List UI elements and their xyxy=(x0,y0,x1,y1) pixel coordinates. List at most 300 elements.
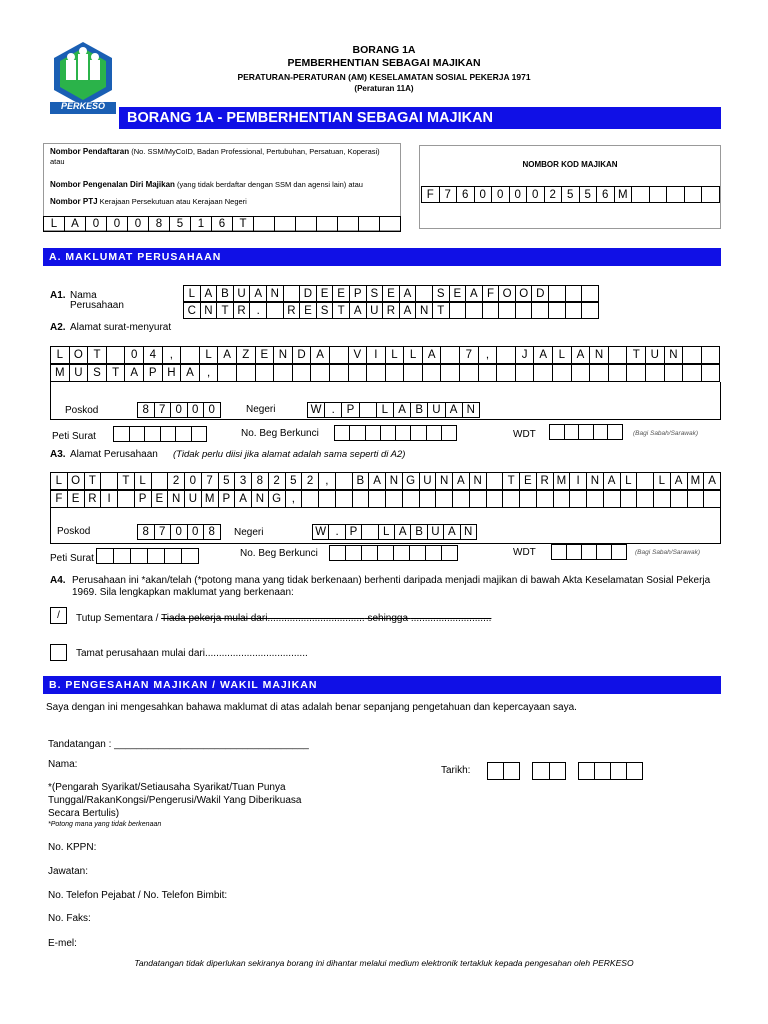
char-cell[interactable]: L xyxy=(200,346,219,364)
char-cell[interactable] xyxy=(637,490,654,508)
char-cell[interactable] xyxy=(192,426,208,442)
char-cell[interactable]: , xyxy=(479,346,498,364)
char-cell[interactable] xyxy=(627,364,646,382)
char-cell[interactable]: N xyxy=(386,472,403,490)
business-address-line2[interactable] xyxy=(50,490,721,508)
char-cell[interactable]: 2 xyxy=(269,472,286,490)
char-cell[interactable] xyxy=(450,302,467,319)
char-cell[interactable] xyxy=(426,545,442,561)
char-cell[interactable] xyxy=(632,186,650,203)
char-cell[interactable]: 0 xyxy=(188,524,205,540)
char-cell[interactable]: D xyxy=(293,346,312,364)
char-cell[interactable] xyxy=(487,472,504,490)
char-cell[interactable] xyxy=(497,346,516,364)
char-cell[interactable] xyxy=(97,548,114,564)
char-cell[interactable]: L xyxy=(184,285,201,302)
char-cell[interactable] xyxy=(552,544,567,560)
char-cell[interactable] xyxy=(148,548,165,564)
char-cell[interactable]: E xyxy=(383,285,400,302)
char-cell[interactable]: . xyxy=(325,402,342,418)
char-cell[interactable]: 2 xyxy=(302,472,319,490)
char-cell[interactable]: N xyxy=(252,490,269,508)
char-cell[interactable] xyxy=(107,346,126,364)
char-cell[interactable]: A xyxy=(350,302,367,319)
char-cell[interactable]: 7 xyxy=(440,186,458,203)
char-cell[interactable] xyxy=(349,364,368,382)
char-cell[interactable] xyxy=(367,364,386,382)
char-cell[interactable] xyxy=(403,490,420,508)
char-cell[interactable]: S xyxy=(317,302,334,319)
char-cell[interactable]: , xyxy=(163,346,182,364)
mailing-address-line2[interactable] xyxy=(50,364,720,382)
char-cell[interactable]: N xyxy=(416,302,433,319)
date-year-grid[interactable] xyxy=(578,762,643,780)
char-cell[interactable]: A xyxy=(201,285,218,302)
char-cell[interactable]: L xyxy=(386,346,405,364)
char-cell[interactable] xyxy=(436,490,453,508)
char-cell[interactable] xyxy=(441,346,460,364)
char-cell[interactable]: A xyxy=(444,524,460,540)
char-cell[interactable]: R xyxy=(383,302,400,319)
char-cell[interactable]: , xyxy=(319,472,336,490)
char-cell[interactable] xyxy=(359,216,380,232)
char-cell[interactable] xyxy=(497,364,516,382)
char-cell[interactable] xyxy=(466,302,483,319)
char-cell[interactable]: 4 xyxy=(144,346,163,364)
char-cell[interactable] xyxy=(114,426,130,442)
char-cell[interactable] xyxy=(567,544,582,560)
char-cell[interactable] xyxy=(594,424,609,440)
char-cell[interactable] xyxy=(604,490,621,508)
char-cell[interactable] xyxy=(609,346,628,364)
char-cell[interactable]: O xyxy=(70,346,89,364)
char-cell[interactable] xyxy=(685,186,703,203)
char-cell[interactable] xyxy=(554,490,571,508)
char-cell[interactable] xyxy=(516,302,533,319)
char-cell[interactable] xyxy=(381,425,396,441)
char-cell[interactable]: N xyxy=(463,402,480,418)
date-month-grid[interactable] xyxy=(532,762,566,780)
peti-surat-grid-1[interactable] xyxy=(113,426,207,442)
char-cell[interactable]: E xyxy=(152,490,169,508)
char-cell[interactable]: 0 xyxy=(86,216,107,232)
char-cell[interactable] xyxy=(302,490,319,508)
char-cell[interactable] xyxy=(182,548,199,564)
char-cell[interactable] xyxy=(131,548,148,564)
char-cell[interactable]: 1 xyxy=(191,216,212,232)
char-cell[interactable]: B xyxy=(411,524,427,540)
company-name-line1[interactable] xyxy=(183,285,599,302)
char-cell[interactable] xyxy=(176,426,192,442)
checkbox-tutup-sementara[interactable]: / xyxy=(50,607,67,624)
char-cell[interactable] xyxy=(582,285,599,302)
char-cell[interactable] xyxy=(627,762,643,780)
char-cell[interactable] xyxy=(608,424,623,440)
char-cell[interactable]: E xyxy=(300,302,317,319)
char-cell[interactable]: E xyxy=(450,285,467,302)
char-cell[interactable]: 0 xyxy=(125,346,144,364)
char-cell[interactable] xyxy=(330,346,349,364)
char-cell[interactable]: M xyxy=(688,472,705,490)
char-cell[interactable] xyxy=(161,426,177,442)
char-cell[interactable]: N xyxy=(590,346,609,364)
char-cell[interactable]: O xyxy=(516,285,533,302)
char-cell[interactable]: N xyxy=(168,490,185,508)
char-cell[interactable]: A xyxy=(572,346,591,364)
char-cell[interactable]: L xyxy=(553,346,572,364)
poskod-grid-2[interactable] xyxy=(137,524,221,540)
char-cell[interactable]: L xyxy=(377,402,394,418)
char-cell[interactable]: 0 xyxy=(510,186,528,203)
char-cell[interactable] xyxy=(683,364,702,382)
char-cell[interactable] xyxy=(671,490,688,508)
negeri-grid-2[interactable] xyxy=(312,524,477,540)
char-cell[interactable] xyxy=(423,364,442,382)
char-cell[interactable]: N xyxy=(267,285,284,302)
char-cell[interactable]: P xyxy=(135,490,152,508)
char-cell[interactable]: G xyxy=(269,490,286,508)
char-cell[interactable] xyxy=(411,425,426,441)
char-cell[interactable] xyxy=(317,216,338,232)
char-cell[interactable] xyxy=(654,490,671,508)
employer-code-grid[interactable] xyxy=(421,186,720,203)
char-cell[interactable]: N xyxy=(274,346,293,364)
char-cell[interactable] xyxy=(353,490,370,508)
char-cell[interactable]: 0 xyxy=(128,216,149,232)
char-cell[interactable]: . xyxy=(250,302,267,319)
signature-line[interactable]: Tandatangan : ___________________________________ xyxy=(48,739,309,750)
char-cell[interactable] xyxy=(366,425,381,441)
char-cell[interactable]: A xyxy=(604,472,621,490)
char-cell[interactable]: A xyxy=(250,285,267,302)
char-cell[interactable] xyxy=(360,402,377,418)
char-cell[interactable]: L xyxy=(379,524,395,540)
char-cell[interactable]: 7 xyxy=(155,524,172,540)
char-cell[interactable] xyxy=(218,364,237,382)
char-cell[interactable]: A xyxy=(466,285,483,302)
char-cell[interactable] xyxy=(336,472,353,490)
char-cell[interactable] xyxy=(335,425,350,441)
char-cell[interactable] xyxy=(420,490,437,508)
char-cell[interactable] xyxy=(550,762,567,780)
char-cell[interactable]: V xyxy=(349,346,368,364)
char-cell[interactable]: W xyxy=(308,402,325,418)
char-cell[interactable] xyxy=(537,490,554,508)
char-cell[interactable]: E xyxy=(520,472,537,490)
char-cell[interactable]: 0 xyxy=(204,402,221,418)
char-cell[interactable]: S xyxy=(88,364,107,382)
char-cell[interactable] xyxy=(683,346,702,364)
char-cell[interactable] xyxy=(611,762,627,780)
char-cell[interactable] xyxy=(565,424,580,440)
wdt-grid-2[interactable] xyxy=(551,544,627,560)
char-cell[interactable] xyxy=(612,544,627,560)
char-cell[interactable]: A xyxy=(218,346,237,364)
char-cell[interactable]: P xyxy=(346,524,362,540)
char-cell[interactable]: L xyxy=(621,472,638,490)
char-cell[interactable]: A xyxy=(181,364,200,382)
char-cell[interactable] xyxy=(597,544,612,560)
char-cell[interactable]: P xyxy=(350,285,367,302)
char-cell[interactable]: N xyxy=(436,472,453,490)
char-cell[interactable] xyxy=(152,472,169,490)
char-cell[interactable]: 0 xyxy=(185,472,202,490)
char-cell[interactable]: N xyxy=(201,302,218,319)
char-cell[interactable] xyxy=(582,302,599,319)
char-cell[interactable] xyxy=(386,364,405,382)
char-cell[interactable] xyxy=(267,302,284,319)
char-cell[interactable] xyxy=(284,285,301,302)
char-cell[interactable] xyxy=(579,424,594,440)
char-cell[interactable]: A xyxy=(395,524,411,540)
peti-surat-grid-2[interactable] xyxy=(96,548,199,564)
wdt-grid-1[interactable] xyxy=(549,424,623,440)
char-cell[interactable]: T xyxy=(88,346,107,364)
char-cell[interactable] xyxy=(621,490,638,508)
char-cell[interactable] xyxy=(479,364,498,382)
char-cell[interactable] xyxy=(319,490,336,508)
char-cell[interactable]: U xyxy=(428,402,445,418)
char-cell[interactable] xyxy=(483,302,500,319)
char-cell[interactable]: R xyxy=(537,472,554,490)
char-cell[interactable]: N xyxy=(470,472,487,490)
char-cell[interactable] xyxy=(394,545,410,561)
char-cell[interactable]: , xyxy=(200,364,219,382)
char-cell[interactable]: L xyxy=(135,472,152,490)
char-cell[interactable]: A xyxy=(235,490,252,508)
char-cell[interactable]: A xyxy=(369,472,386,490)
char-cell[interactable]: M xyxy=(202,490,219,508)
char-cell[interactable] xyxy=(362,545,378,561)
char-cell[interactable]: R xyxy=(234,302,251,319)
char-cell[interactable] xyxy=(118,490,135,508)
char-cell[interactable]: B xyxy=(217,285,234,302)
char-cell[interactable]: 0 xyxy=(188,402,205,418)
char-cell[interactable] xyxy=(533,762,550,780)
char-cell[interactable]: G xyxy=(403,472,420,490)
char-cell[interactable] xyxy=(293,364,312,382)
char-cell[interactable]: 0 xyxy=(171,402,188,418)
char-cell[interactable]: A xyxy=(534,346,553,364)
char-cell[interactable]: S xyxy=(367,285,384,302)
char-cell[interactable]: . xyxy=(329,524,345,540)
char-cell[interactable]: 5 xyxy=(286,472,303,490)
char-cell[interactable]: A xyxy=(65,216,86,232)
char-cell[interactable]: 6 xyxy=(212,216,233,232)
char-cell[interactable]: O xyxy=(68,472,85,490)
char-cell[interactable] xyxy=(460,364,479,382)
char-cell[interactable]: Z xyxy=(237,346,256,364)
char-cell[interactable]: 8 xyxy=(204,524,221,540)
char-cell[interactable] xyxy=(338,216,359,232)
char-cell[interactable] xyxy=(362,524,378,540)
char-cell[interactable] xyxy=(416,285,433,302)
char-cell[interactable]: U xyxy=(367,302,384,319)
char-cell[interactable]: I xyxy=(101,490,118,508)
char-cell[interactable] xyxy=(590,364,609,382)
char-cell[interactable] xyxy=(499,302,516,319)
char-cell[interactable]: N xyxy=(665,346,684,364)
char-cell[interactable] xyxy=(254,216,275,232)
char-cell[interactable]: A xyxy=(394,402,411,418)
poskod-grid-1[interactable] xyxy=(137,402,221,418)
char-cell[interactable] xyxy=(487,490,504,508)
char-cell[interactable] xyxy=(702,346,721,364)
char-cell[interactable] xyxy=(453,490,470,508)
char-cell[interactable] xyxy=(442,545,458,561)
char-cell[interactable]: L xyxy=(404,346,423,364)
char-cell[interactable]: T xyxy=(333,302,350,319)
char-cell[interactable]: D xyxy=(532,285,549,302)
char-cell[interactable] xyxy=(350,425,365,441)
char-cell[interactable]: C xyxy=(184,302,201,319)
char-cell[interactable]: 7 xyxy=(155,402,172,418)
char-cell[interactable]: E xyxy=(333,285,350,302)
char-cell[interactable]: 6 xyxy=(597,186,615,203)
char-cell[interactable] xyxy=(570,490,587,508)
char-cell[interactable]: F xyxy=(51,490,68,508)
char-cell[interactable]: 5 xyxy=(580,186,598,203)
char-cell[interactable] xyxy=(503,490,520,508)
char-cell[interactable] xyxy=(704,490,721,508)
char-cell[interactable]: A xyxy=(671,472,688,490)
char-cell[interactable] xyxy=(646,364,665,382)
char-cell[interactable] xyxy=(488,762,504,780)
char-cell[interactable] xyxy=(534,364,553,382)
char-cell[interactable]: M xyxy=(554,472,571,490)
char-cell[interactable] xyxy=(346,545,362,561)
char-cell[interactable]: 0 xyxy=(492,186,510,203)
char-cell[interactable] xyxy=(609,364,628,382)
mailing-address-line1[interactable] xyxy=(50,346,720,364)
date-day-grid[interactable] xyxy=(487,762,520,780)
checkbox-tamat-perusahaan[interactable] xyxy=(50,644,67,661)
char-cell[interactable] xyxy=(404,364,423,382)
char-cell[interactable]: A xyxy=(400,285,417,302)
char-cell[interactable] xyxy=(688,490,705,508)
char-cell[interactable] xyxy=(549,302,566,319)
char-cell[interactable]: U xyxy=(646,346,665,364)
char-cell[interactable]: A xyxy=(704,472,721,490)
char-cell[interactable]: H xyxy=(163,364,182,382)
beg-berkunci-grid-1[interactable] xyxy=(334,425,457,441)
char-cell[interactable]: L xyxy=(51,346,70,364)
char-cell[interactable] xyxy=(582,544,597,560)
char-cell[interactable]: M xyxy=(51,364,70,382)
char-cell[interactable]: T xyxy=(217,302,234,319)
char-cell[interactable]: A xyxy=(423,346,442,364)
char-cell[interactable]: 0 xyxy=(527,186,545,203)
char-cell[interactable]: 6 xyxy=(457,186,475,203)
char-cell[interactable] xyxy=(587,490,604,508)
char-cell[interactable]: 5 xyxy=(170,216,191,232)
char-cell[interactable] xyxy=(595,762,611,780)
char-cell[interactable]: 5 xyxy=(562,186,580,203)
char-cell[interactable]: T xyxy=(85,472,102,490)
char-cell[interactable]: R xyxy=(85,490,102,508)
char-cell[interactable]: U xyxy=(185,490,202,508)
char-cell[interactable] xyxy=(650,186,668,203)
char-cell[interactable] xyxy=(101,472,118,490)
char-cell[interactable] xyxy=(237,364,256,382)
char-cell[interactable]: , xyxy=(286,490,303,508)
char-cell[interactable] xyxy=(470,490,487,508)
char-cell[interactable] xyxy=(441,364,460,382)
char-cell[interactable] xyxy=(274,364,293,382)
char-cell[interactable] xyxy=(256,364,275,382)
char-cell[interactable]: L xyxy=(654,472,671,490)
char-cell[interactable]: 2 xyxy=(168,472,185,490)
char-cell[interactable]: I xyxy=(570,472,587,490)
char-cell[interactable]: R xyxy=(284,302,301,319)
business-address-line1[interactable] xyxy=(50,472,721,490)
char-cell[interactable] xyxy=(550,424,565,440)
char-cell[interactable]: S xyxy=(433,285,450,302)
char-cell[interactable]: E xyxy=(317,285,334,302)
char-cell[interactable]: P xyxy=(342,402,359,418)
char-cell[interactable]: L xyxy=(44,216,65,232)
char-cell[interactable]: 8 xyxy=(149,216,170,232)
char-cell[interactable]: 8 xyxy=(252,472,269,490)
beg-berkunci-grid-2[interactable] xyxy=(329,545,458,561)
char-cell[interactable] xyxy=(396,425,411,441)
char-cell[interactable]: T xyxy=(627,346,646,364)
char-cell[interactable]: 7 xyxy=(202,472,219,490)
char-cell[interactable] xyxy=(378,545,394,561)
char-cell[interactable]: 5 xyxy=(219,472,236,490)
char-cell[interactable]: A xyxy=(453,472,470,490)
char-cell[interactable]: B xyxy=(411,402,428,418)
char-cell[interactable]: F xyxy=(483,285,500,302)
char-cell[interactable]: 0 xyxy=(171,524,188,540)
char-cell[interactable] xyxy=(549,285,566,302)
char-cell[interactable] xyxy=(330,364,349,382)
char-cell[interactable] xyxy=(386,490,403,508)
char-cell[interactable]: I xyxy=(367,346,386,364)
char-cell[interactable] xyxy=(553,364,572,382)
char-cell[interactable]: U xyxy=(428,524,444,540)
company-name-line2[interactable] xyxy=(183,302,599,319)
registration-number-grid[interactable] xyxy=(43,216,401,232)
char-cell[interactable] xyxy=(336,490,353,508)
char-cell[interactable] xyxy=(330,545,346,561)
char-cell[interactable]: P xyxy=(144,364,163,382)
char-cell[interactable]: B xyxy=(353,472,370,490)
char-cell[interactable]: O xyxy=(499,285,516,302)
char-cell[interactable] xyxy=(165,548,182,564)
char-cell[interactable]: P xyxy=(219,490,236,508)
char-cell[interactable]: N xyxy=(587,472,604,490)
char-cell[interactable]: U xyxy=(234,285,251,302)
char-cell[interactable] xyxy=(532,302,549,319)
char-cell[interactable] xyxy=(442,425,457,441)
char-cell[interactable] xyxy=(181,346,200,364)
char-cell[interactable] xyxy=(566,285,583,302)
char-cell[interactable] xyxy=(427,425,442,441)
char-cell[interactable]: J xyxy=(516,346,535,364)
char-cell[interactable] xyxy=(369,490,386,508)
char-cell[interactable] xyxy=(572,364,591,382)
char-cell[interactable]: 0 xyxy=(475,186,493,203)
char-cell[interactable] xyxy=(520,490,537,508)
char-cell[interactable]: 0 xyxy=(107,216,128,232)
char-cell[interactable]: A xyxy=(446,402,463,418)
char-cell[interactable]: U xyxy=(420,472,437,490)
char-cell[interactable] xyxy=(275,216,296,232)
char-cell[interactable]: M xyxy=(615,186,633,203)
char-cell[interactable]: 3 xyxy=(235,472,252,490)
char-cell[interactable]: D xyxy=(300,285,317,302)
